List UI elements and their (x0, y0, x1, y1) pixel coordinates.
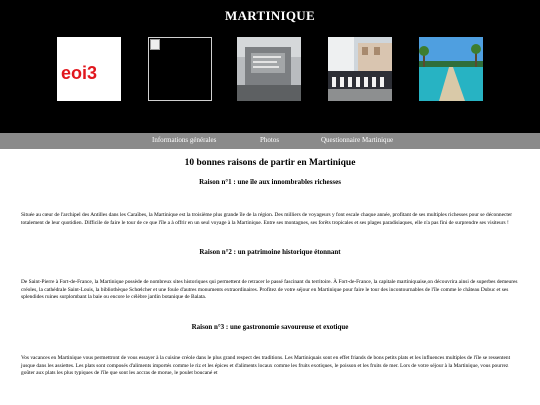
eoi3-logo-text: eoi3 (61, 63, 98, 83)
section-text-3: Vos vacances en Martinique vous permettront de vous essayer à la cuisine créole dans le plus grand respect des traditions. Les Martiniquais sont en effet friands de bons petits plats et les influences multiples de l'île se ressentent jusque dans les assiettes. Les plats sont composés d'aliments importés comme le riz et les épices et d'aliments locaux comme les fruits exotiques, le poisson et les fruits de mer. Lors de votre séjour à la Martinique, vous pourrez goûter aux plats les plus typiques de l'île que sont les accras de morue, le poulet boucané et (21, 354, 511, 377)
broken-image-icon (150, 39, 160, 50)
broken-image-thumb[interactable] (148, 37, 212, 101)
section-heading-3: Raison n°3 : une gastronomie savoureuse et exotique (191, 322, 349, 331)
beach-pier-photo-image (419, 37, 483, 101)
section-heading-1: Raison n°1 : une île aux innombrables richesses (199, 178, 341, 186)
building-photo[interactable] (237, 37, 301, 101)
nav-questionnaire[interactable]: Questionnaire Martinique (321, 136, 394, 144)
eoi3-logo[interactable] (57, 37, 121, 101)
main-nav (0, 133, 540, 149)
section-text-2: De Saint-Pierre à Fort-de-France, la Martinique possède de nombreux sites historiques qui permettent de retracer le passé fascinant du territoire. À Fort-de-France, la capitale martiniquaise,on découvrira ainsi de superbes demeures créoles, la cathédrale Saint-Louis, la bibliothèque Schœlcher et une foule d'autres monuments extraordinaires. Profitez de votre séjour en Martinique pour faire le tour des incontournables de l'île comme le château Dubuc et ses splendides ruines surplombant la baie ou encore le célèbre jardin botanique de Balata. (21, 279, 518, 301)
site-title: MARTINIQUE (225, 8, 315, 23)
nav-informations-generales[interactable]: Informations générales (152, 136, 217, 144)
building-photo-image (237, 37, 301, 101)
page-title: 10 bonnes raisons de partir en Martinique (184, 158, 356, 168)
eoi3-logo-image (57, 37, 121, 101)
nav-photos[interactable]: Photos (260, 136, 280, 144)
main-content (0, 158, 540, 378)
group-photo-image (328, 37, 392, 101)
group-photo[interactable] (328, 37, 392, 101)
section-text-1: Située au cœur de l'archipel des Antilles dans les Caraïbes, la Martinique est la troisième plus grande île de la région. Des milliers de voyageurs y font escale chaque année, profitant de ses multiples richesses pour se déconnecter totalement de leur quotidien. Difficile de faire le tour de ce que l'île a à offrir en un seul voyage à la Martinique. Entre ses montagnes, ses forêts tropicales et ses plages paradisiaques, elle n'a pas fini de surprendre ses visiteurs ! (21, 212, 513, 226)
section-heading-2: Raison n°2 : un patrimoine historique étonnant (199, 248, 341, 257)
site-header (0, 0, 540, 133)
beach-pier-photo[interactable] (419, 37, 483, 101)
